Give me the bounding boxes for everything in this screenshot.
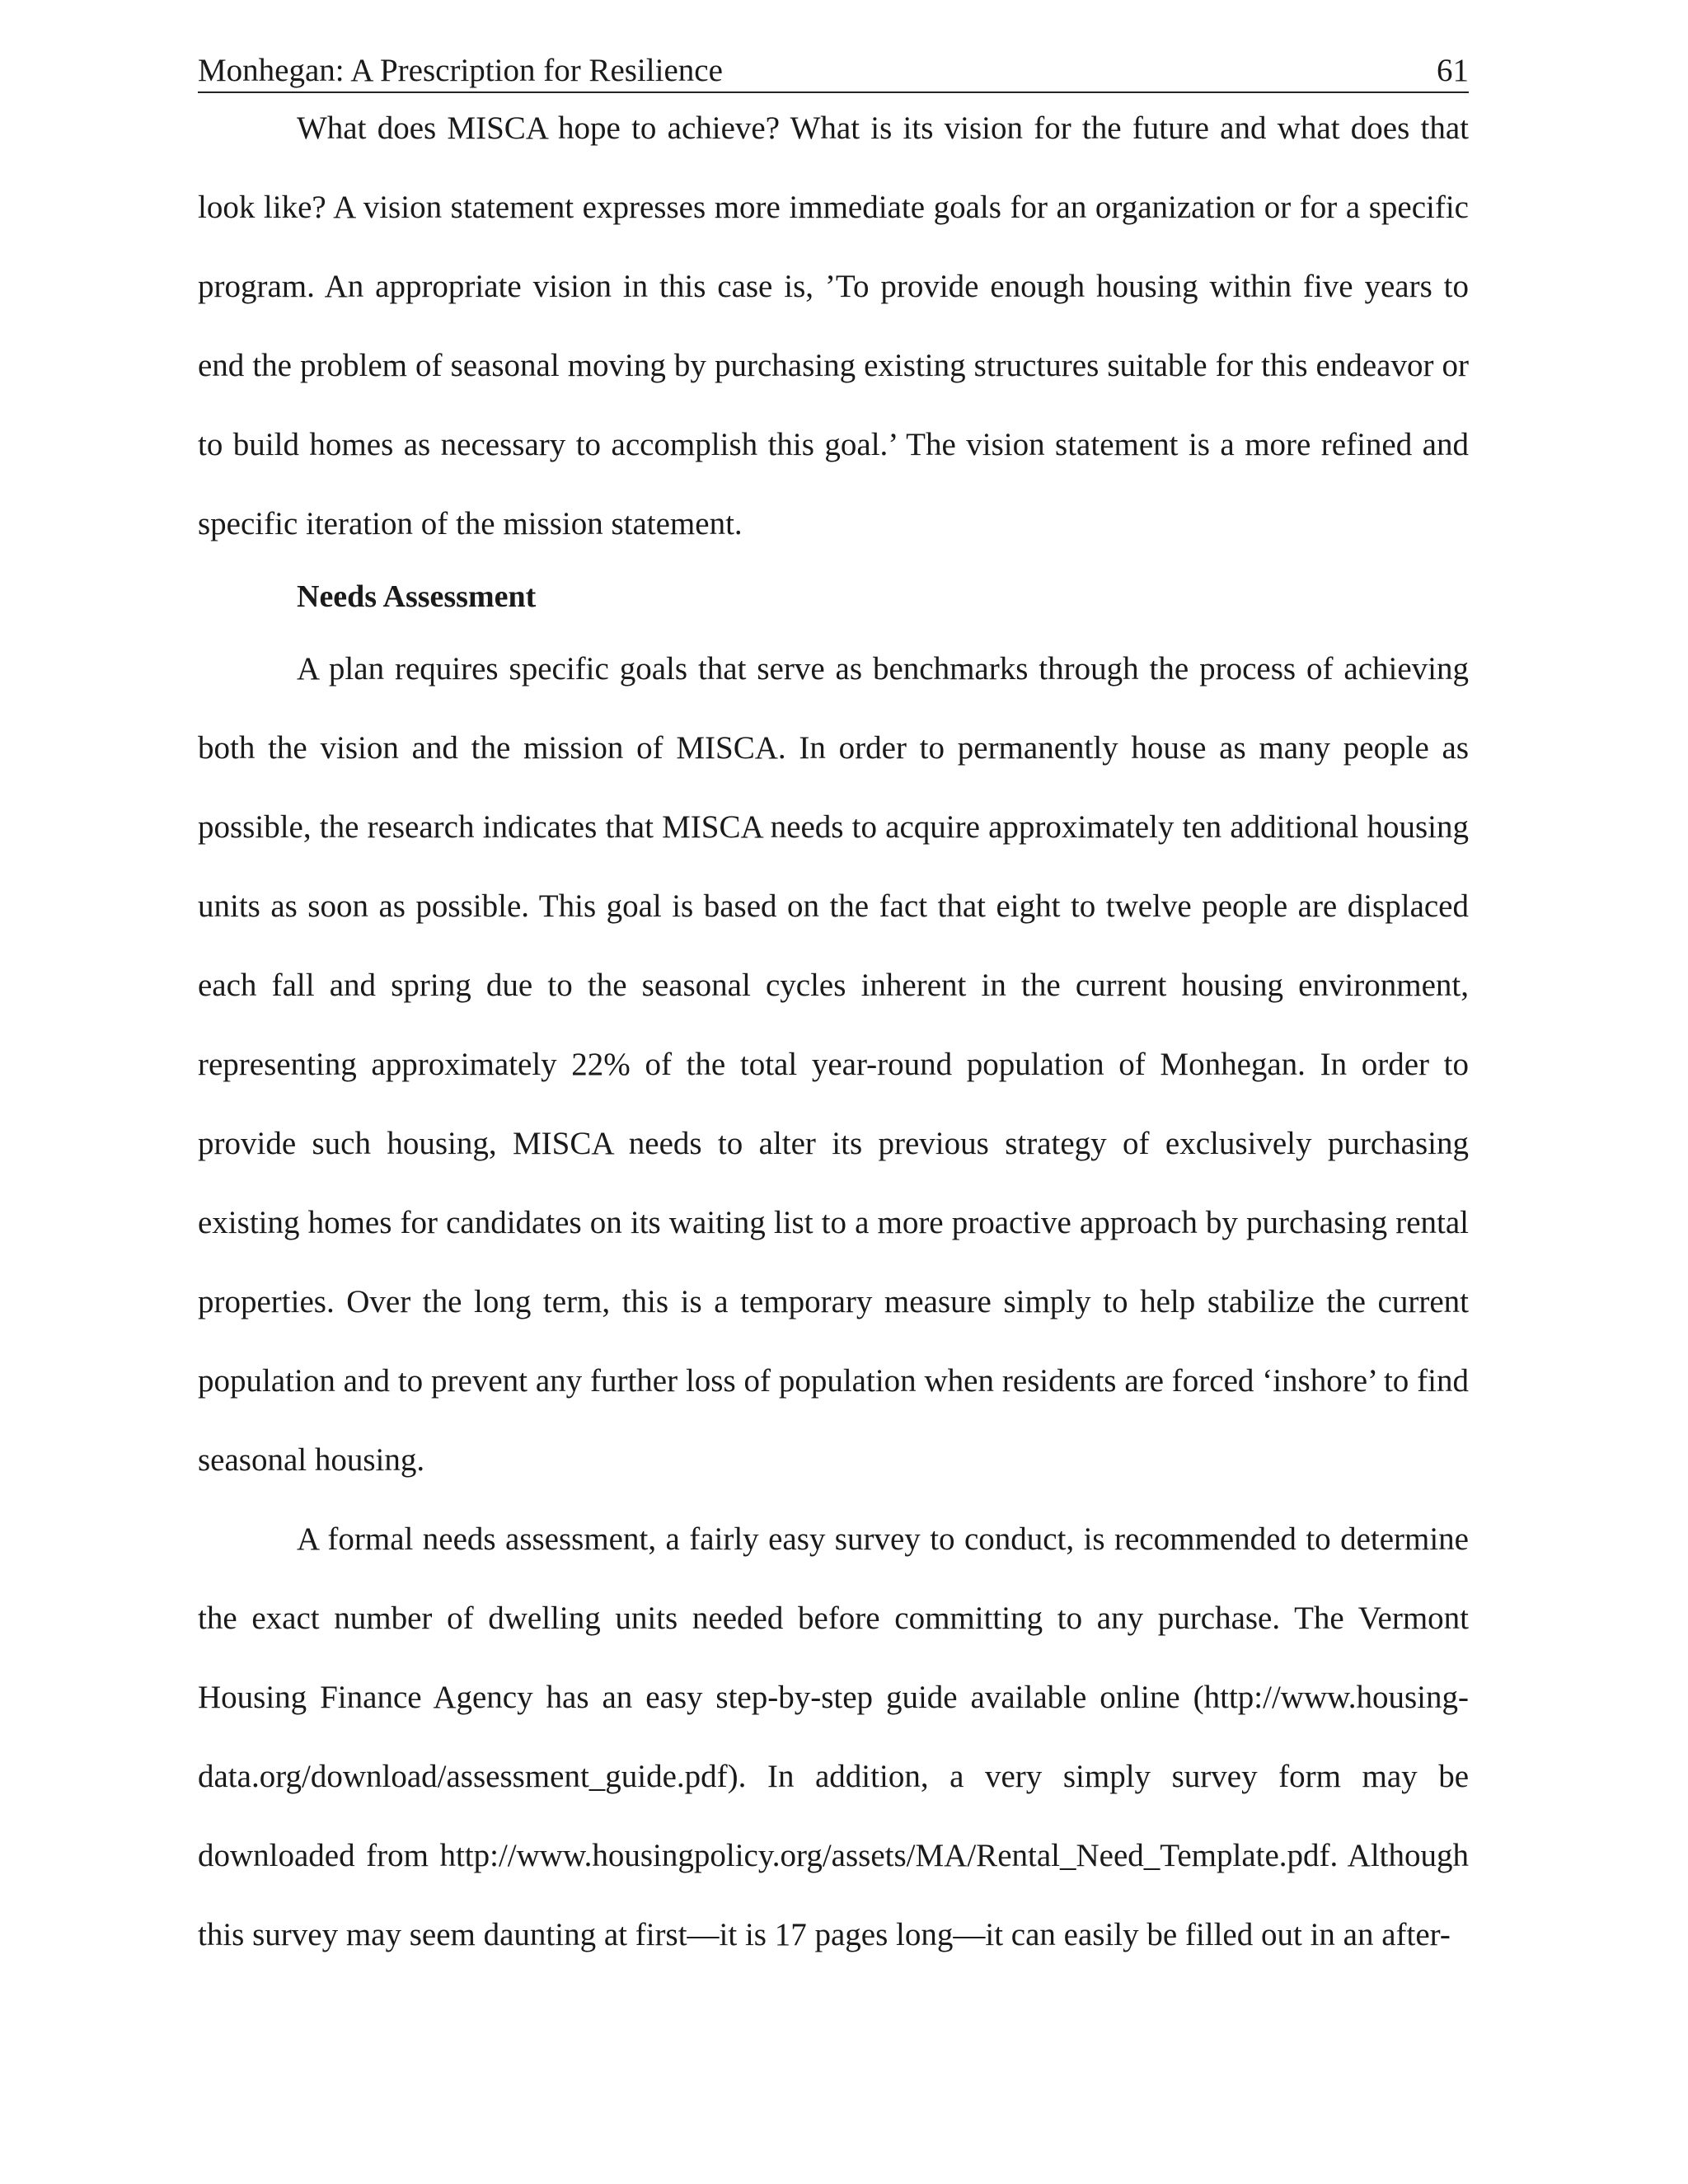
paragraph-formal-assessment: A formal needs assessment, a fairly easy survey to conduct, is recommended to determine the exact number of dwelling units needed before committing to any purchase. The Vermont Housing Finance Agency has an easy step-by-step guide available online (http://www.housing-data.org/download/assessment_guide.pdf). In addition, a very simply survey form may be downloaded from http://www.housingpolicy.org/assets/MA/Rental_Need_Template.pdf. Although this survey may seem daunting at first—it is 17 pages long—it can easily be filled out in an after- [198, 1521, 1469, 1952]
page-number: 61 [1437, 53, 1469, 88]
body-text [198, 89, 1469, 1975]
header-title: Monhegan: A Prescription for Resilience [198, 53, 723, 88]
paragraph-vision: What does MISCA hope to achieve? What is its vision for the future and what does that look like? A vision statement expresses more immediate goals for an organization or for a specific program. An appropriate vision in this case is, ’To provide enough housing within five years to end the problem of seasonal moving by purchasing existing structures suitable for this endeavor or to build homes as necessary to accomplish this goal.’ The vision statement is a more refined and specific iteration of the mission statement. [198, 110, 1469, 541]
running-header [198, 48, 1469, 93]
section-heading-needs-assessment: Needs Assessment [297, 579, 537, 614]
paragraph-plan-goals: A plan requires specific goals that serve as benchmarks through the process of achieving both the vision and the mission of MISCA. In order to permanently house as many people as possible, the research indicates that MISCA needs to acquire approximately ten additional housing units as soon as possible. This goal is based on the fact that eight to twelve people are displaced each fall and spring due to the seasonal cycles inherent in the current housing environment, representing approximately 22% of the total year-round population of Monhegan. In order to provide such housing, MISCA needs to alter its previous strategy of exclusively purchasing existing homes for candidates on its waiting list to a more proactive approach by purchasing rental properties. Over the long term, this is a temporary measure simply to help stabilize the current population and to prevent any further loss of population when residents are forced ‘inshore’ to find seasonal housing. [198, 651, 1469, 1478]
